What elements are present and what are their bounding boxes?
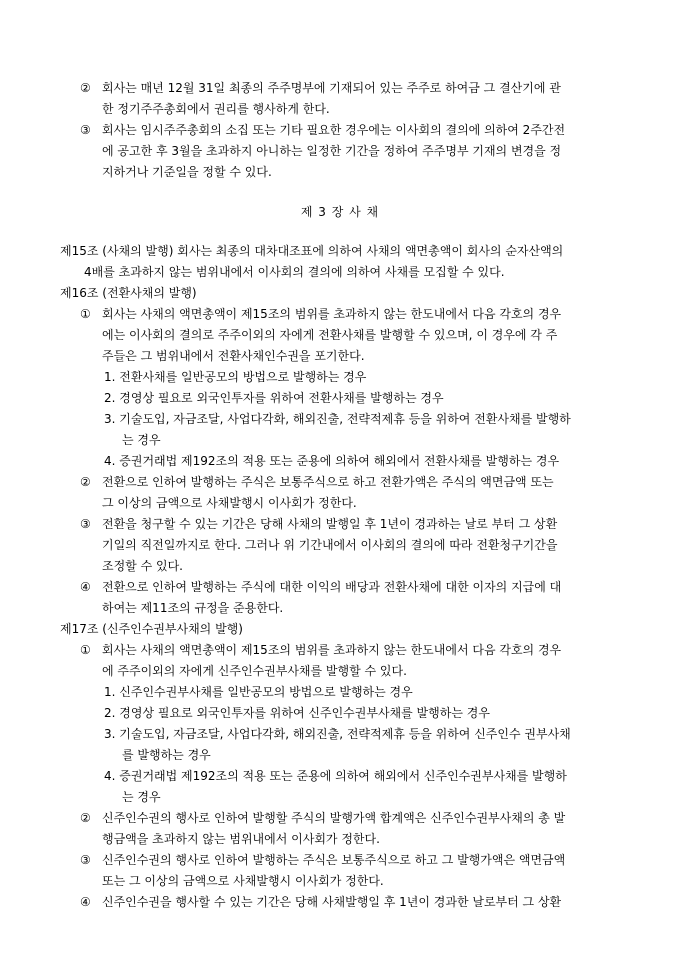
list-item: 4. 증권거래법 제192조의 적용 또는 준용에 의하여 해외에서 신주인수권부사채를 발행하 bbox=[104, 769, 567, 783]
text-line: 지하거나 기준일을 정할 수 있다. bbox=[102, 165, 272, 179]
text-line: 한 정기주주총회에서 권리를 행사하게 한다. bbox=[102, 102, 330, 116]
clause-marker: ④ bbox=[80, 580, 91, 594]
clause-marker: ③ bbox=[80, 123, 91, 137]
clause-marker: ③ bbox=[80, 853, 91, 867]
article-17-heading: 제17조 (신주인수권부사채의 발행) bbox=[60, 622, 243, 636]
text-line: 회사는 사채의 액면총액이 제15조의 범위를 초과하지 않는 한도내에서 다음 각호의 경우 bbox=[102, 307, 562, 321]
list-item: 2. 경영상 필요로 외국인투자를 위하여 신주인수권부사채를 발행하는 경우 bbox=[104, 706, 490, 720]
text-line: 주들은 그 범위내에서 전환사채인수권을 포기한다. bbox=[102, 349, 365, 363]
list-item-continuation: 는 경우 bbox=[122, 790, 161, 804]
chapter-heading: 제 3 장 사 채 bbox=[300, 205, 380, 219]
text-line: 회사는 매년 12월 31일 최종의 주주명부에 기재되어 있는 주주로 하여금 그 결산기에 관 bbox=[102, 81, 561, 95]
text-line: 회사는 사채의 액면총액이 제15조의 범위를 초과하지 않는 한도내에서 다음 각호의 경우 bbox=[102, 643, 562, 657]
text-line: 기일의 직전일까지로 한다. 그러나 위 기간내에서 이사회의 결의에 따라 전환청구기간을 bbox=[102, 538, 558, 552]
text-line: 행금액을 초과하지 않는 범위내에서 이사회가 정한다. bbox=[102, 832, 380, 846]
clause-marker: ② bbox=[80, 81, 91, 95]
list-item: 4. 증권거래법 제192조의 적용 또는 준용에 의하여 해외에서 전환사채를 발행하는 경우 bbox=[104, 454, 560, 468]
list-item: 1. 신주인수권부사채를 일반공모의 방법으로 발행하는 경우 bbox=[104, 685, 413, 699]
text-line: 에 주주이외의 자에게 신주인수권부사채를 발행할 수 있다. bbox=[102, 664, 407, 678]
text-line: 회사는 임시주주총회의 소집 또는 기타 필요한 경우에는 이사회의 결의에 의하여 2주간전 bbox=[102, 123, 566, 137]
text-line: 에는 이사회의 결의로 주주이외의 자에게 전환사채를 발행할 수 있으며, 이 경우에 각 주 bbox=[102, 328, 558, 342]
article-16-heading: 제16조 (전환사채의 발행) bbox=[60, 286, 197, 300]
list-item: 2. 경영상 필요로 외국인투자를 위하여 전환사채를 발행하는 경우 bbox=[104, 391, 444, 405]
clause-marker: ① bbox=[80, 307, 91, 321]
list-item: 3. 기술도입, 자금조달, 사업다각화, 해외진출, 전략적제휴 등을 위하여 전환사채를 발행하 bbox=[104, 412, 571, 426]
clause-marker: ③ bbox=[80, 517, 91, 531]
text-line: 신주인수권을 행사할 수 있는 기간은 당해 사채발행일 후 1년이 경과한 날로부터 그 상환 bbox=[102, 895, 562, 909]
text-line: 하여는 제11조의 규정을 준용한다. bbox=[102, 601, 284, 615]
clause-marker: ④ bbox=[80, 895, 91, 909]
clause-marker: ② bbox=[80, 475, 91, 489]
text-line: 전환으로 인하여 발행하는 주식은 보통주식으로 하고 전환가액은 주식의 액면금액 또는 bbox=[102, 475, 554, 489]
text-line: 전환으로 인하여 발행하는 주식에 대한 이익의 배당과 전환사채에 대한 이자의 지급에 대 bbox=[102, 580, 562, 594]
text-line: 전환을 청구할 수 있는 기간은 당해 사채의 발행일 후 1년이 경과하는 날로 부터 그 상환 bbox=[102, 517, 558, 531]
list-item-continuation: 를 발행하는 경우 bbox=[122, 748, 211, 762]
text-line: 신주인수권의 행사로 인하여 발행할 주식의 발행가액 합계액은 신주인수권부사채의 총 발 bbox=[102, 811, 566, 825]
article-15-text: 제15조 (사채의 발행) 회사는 최종의 대차대조표에 의하여 사채의 액면총액이 회사의 순자산액의 bbox=[60, 244, 564, 258]
text-line: 또는 그 이상의 금액으로 사채발행시 이사회가 정한다. bbox=[102, 874, 384, 888]
list-item: 1. 전환사채를 일반공모의 방법으로 발행하는 경우 bbox=[104, 370, 367, 384]
list-item-continuation: 는 경우 bbox=[122, 433, 161, 447]
clause-marker: ② bbox=[80, 811, 91, 825]
text-line: 신주인수권의 행사로 인하여 발행하는 주식은 보통주식으로 하고 그 발행가액은 액면금액 bbox=[102, 853, 566, 867]
clause-marker: ① bbox=[80, 643, 91, 657]
text-line: 그 이상의 금액으로 사채발행시 이사회가 정한다. bbox=[102, 496, 357, 510]
text-line: 4배를 초과하지 않는 범위내에서 이사회의 결의에 의하여 사채를 모집할 수 있다. bbox=[84, 265, 505, 279]
text-line: 에 공고한 후 3월을 초과하지 아니하는 일정한 기간을 정하여 주주명부 기재의 변경을 정 bbox=[102, 144, 562, 158]
text-line: 조정할 수 있다. bbox=[102, 559, 183, 573]
list-item: 3. 기술도입, 자금조달, 사업다각화, 해외진출, 전략적제휴 등을 위하여 신주인수 권부사채 bbox=[104, 727, 571, 741]
